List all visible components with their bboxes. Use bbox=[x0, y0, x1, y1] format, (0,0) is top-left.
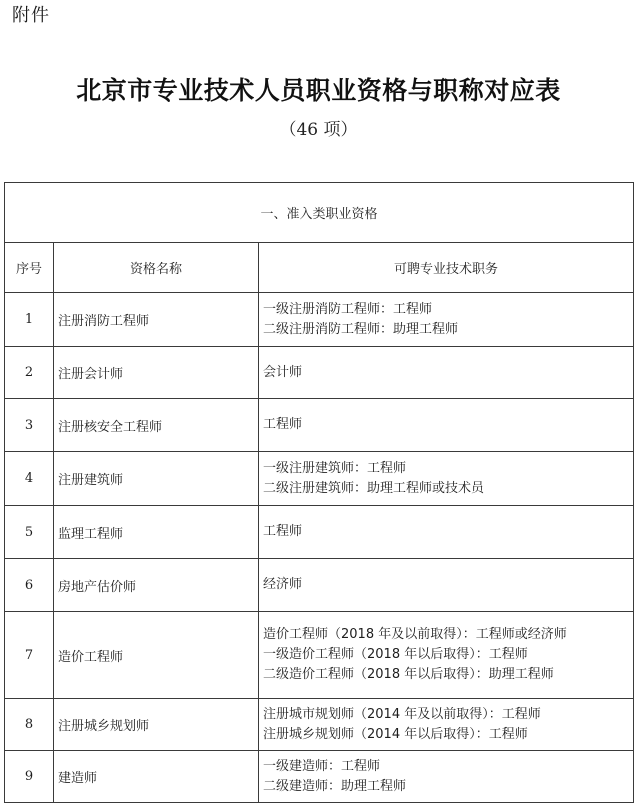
row-index: 4 bbox=[5, 452, 54, 506]
positions-cell bbox=[259, 506, 634, 559]
table-row bbox=[5, 347, 634, 399]
qualification-name: 注册城乡规划师 bbox=[54, 699, 259, 751]
row-index: 3 bbox=[5, 399, 54, 452]
row-index: 1 bbox=[5, 293, 54, 347]
table-row bbox=[5, 293, 634, 347]
position-line: 会计师 bbox=[263, 364, 303, 380]
position-line: 二级建造师：助理工程师 bbox=[263, 778, 407, 794]
row-index: 7 bbox=[5, 612, 54, 699]
qualification-name: 建造师 bbox=[54, 751, 259, 803]
positions-cell bbox=[259, 559, 634, 612]
row-index: 8 bbox=[5, 699, 54, 751]
document-subtitle: （46 项） bbox=[279, 120, 358, 140]
position-line: 一级注册建筑师：工程师 bbox=[263, 460, 407, 476]
position-line: 工程师 bbox=[263, 524, 303, 539]
position-line: 工程师 bbox=[263, 417, 303, 432]
row-index: 6 bbox=[5, 559, 54, 612]
column-header-qualification: 资格名称 bbox=[54, 243, 259, 293]
position-line: 二级造价工程师（2018 年以后取得）：助理工程师 bbox=[263, 667, 554, 682]
position-line: 一级造价工程师（2018 年以后取得）：工程师 bbox=[263, 647, 528, 662]
positions-cell bbox=[259, 751, 634, 803]
position-line: 一级建造师：工程师 bbox=[263, 758, 381, 774]
row-index: 5 bbox=[5, 506, 54, 559]
table-row bbox=[5, 506, 634, 559]
qualification-name: 房地产估价师 bbox=[54, 559, 259, 612]
column-header-row bbox=[5, 243, 634, 293]
attachment-label: 附件 bbox=[12, 5, 50, 26]
column-header-positions: 可聘专业技术职务 bbox=[259, 243, 634, 293]
positions-cell bbox=[259, 699, 634, 751]
position-line: 造价工程师（2018 年及以前取得）：工程师或经济师 bbox=[263, 627, 567, 642]
qualification-table bbox=[4, 182, 634, 803]
position-line: 一级注册消防工程师：工程师 bbox=[263, 301, 433, 317]
position-line: 注册城市规划师（2014 年及以前取得）：工程师 bbox=[263, 706, 541, 722]
position-line: 二级注册建筑师：助理工程师或技术员 bbox=[263, 480, 485, 496]
table-row bbox=[5, 399, 634, 452]
row-index: 2 bbox=[5, 347, 54, 399]
column-header-index: 序号 bbox=[5, 243, 54, 293]
qualification-name: 监理工程师 bbox=[54, 506, 259, 559]
table-row bbox=[5, 612, 634, 699]
qualification-name: 注册消防工程师 bbox=[54, 293, 259, 347]
positions-cell bbox=[259, 612, 634, 699]
qualification-name: 造价工程师 bbox=[54, 612, 259, 699]
table-row bbox=[5, 559, 634, 612]
positions-cell bbox=[259, 399, 634, 452]
positions-cell bbox=[259, 293, 634, 347]
table-row bbox=[5, 699, 634, 751]
table-row bbox=[5, 452, 634, 506]
position-line: 二级注册消防工程师：助理工程师 bbox=[263, 321, 459, 337]
qualification-name: 注册建筑师 bbox=[54, 452, 259, 506]
section-title: 一、准入类职业资格 bbox=[5, 183, 634, 243]
qualification-name: 注册会计师 bbox=[54, 347, 259, 399]
position-line: 注册城乡规划师（2014 年以后取得）：工程师 bbox=[263, 726, 528, 742]
positions-cell bbox=[259, 347, 634, 399]
section-header-row bbox=[5, 183, 634, 243]
document-title: 北京市专业技术人员职业资格与职称对应表 bbox=[76, 76, 561, 105]
position-line: 经济师 bbox=[263, 577, 303, 592]
qualification-name: 注册核安全工程师 bbox=[54, 399, 259, 452]
row-index: 9 bbox=[5, 751, 54, 803]
table-row bbox=[5, 751, 634, 803]
positions-cell bbox=[259, 452, 634, 506]
